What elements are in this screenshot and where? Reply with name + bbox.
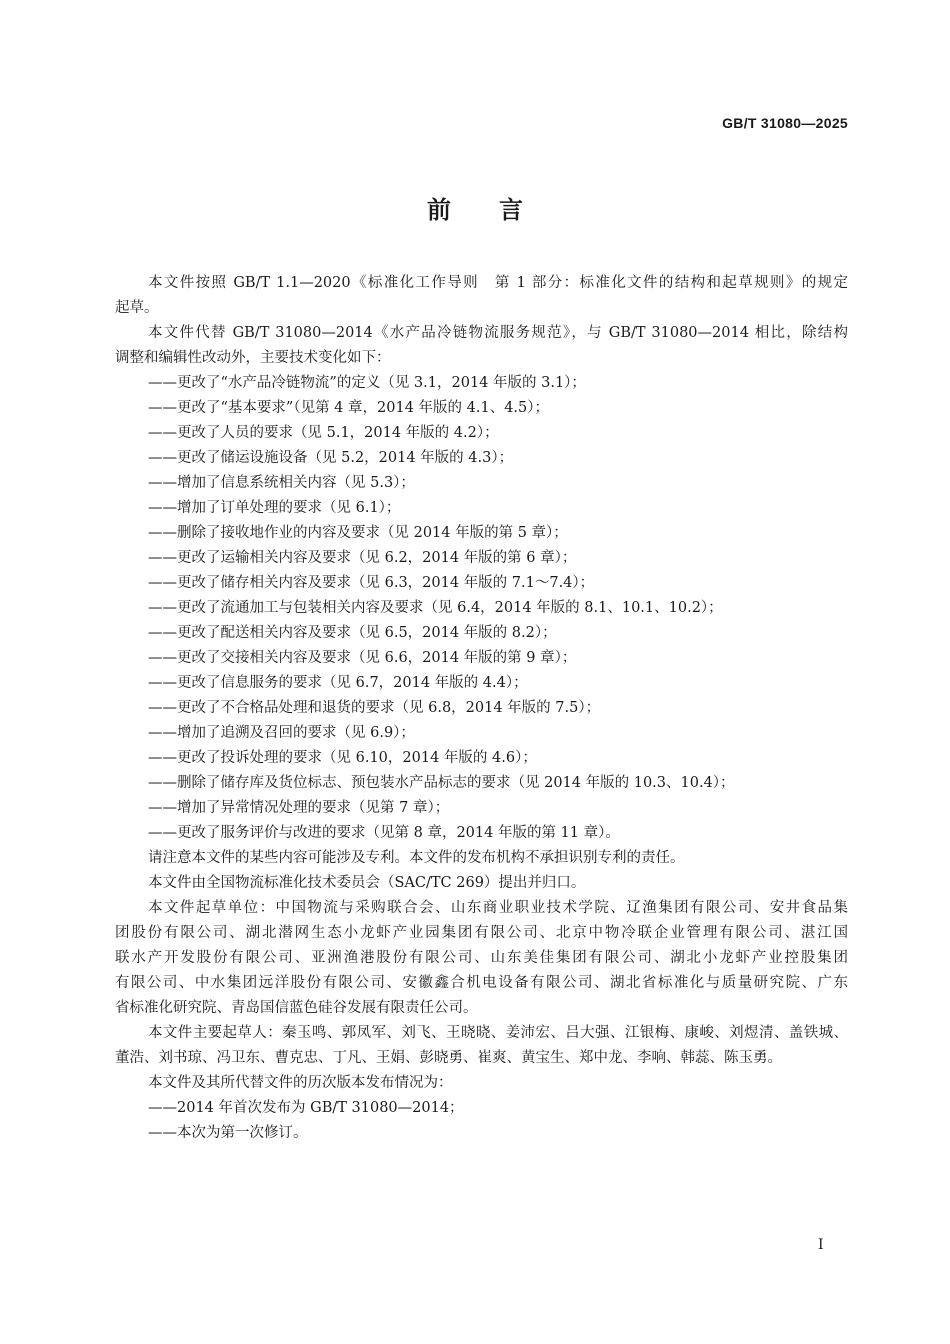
paragraph-line: 本文件代替 GB/T 31080—2014《水产品冷链物流服务规范》，与 GB/T 31080—2014 相比，除结构 [148, 325, 848, 341]
change-item: ——删除了接收地作业的内容及要求（见 2014 年版的第 5 章）； [148, 525, 568, 541]
change-item: ——增加了异常情况处理的要求（见第 7 章）； [148, 800, 450, 816]
change-item: ——更改了储存相关内容及要求（见 6.3，2014 年版的 7.1～7.4）； [148, 575, 595, 591]
drafters-line: 董浩、刘书琼、冯卫东、曹克忠、丁凡、王娟、彭晓勇、崔爽、黄宝生、郑中龙、李响、韩蕊、陈玉勇。 [115, 1050, 782, 1066]
change-item: ——更改了不合格品处理和退货的要求（见 6.8，2014 年版的 7.5）； [148, 700, 601, 716]
history-item: ——2014 年首次发布为 GB/T 31080—2014； [148, 1100, 464, 1116]
history-item: ——本次为第一次修订。 [148, 1125, 308, 1141]
patent-notice: 请注意本文件的某些内容可能涉及专利。本文件的发布机构不承担识别专利的责任。 [148, 850, 685, 866]
standard-code: GB/T 31080—2025 [722, 115, 848, 131]
change-item: ——更改了投诉处理的要求（见 6.10，2014 年版的 4.6）； [148, 750, 537, 766]
paragraph-line: 调整和编辑性改动外，主要技术变化如下： [115, 350, 391, 366]
page-title: 前 言 [427, 196, 523, 224]
change-item: ——增加了追溯及召回的要求（见 6.9）； [148, 725, 415, 741]
paragraph-line: 起草。 [115, 300, 159, 316]
foreword-body [115, 271, 848, 1146]
change-item: ——更改了信息服务的要求（见 6.7，2014 年版的 4.4）； [148, 675, 528, 691]
change-item: ——更改了流通加工与包装相关内容及要求（见 6.4，2014 年版的 8.1、10.1、10.2）； [148, 600, 723, 616]
history-intro: 本文件及其所代替文件的历次版本发布情况为： [148, 1075, 453, 1091]
change-item: ——更改了运输相关内容及要求（见 6.2，2014 年版的第 6 章）； [148, 550, 577, 566]
committee-statement: 本文件由全国物流标准化技术委员会（SAC/TC 269）提出并归口。 [148, 875, 586, 891]
paragraph-line: 本文件按照 GB/T 1.1—2020《标准化工作导则 第 1 部分：标准化文件的结构和起草规则》的规定 [148, 275, 848, 291]
page-number: I [818, 1237, 824, 1253]
change-item: ——更改了服务评价与改进的要求（见第 8 章，2014 年版的第 11 章）。 [148, 825, 620, 841]
drafting-units-line: 省标准化研究院、青岛国信蓝色硅谷发展有限责任公司。 [115, 1000, 478, 1016]
change-item: ——更改了交接相关内容及要求（见 6.6，2014 年版的第 9 章）； [148, 650, 577, 666]
drafting-units-line: 团股份有限公司、湖北潜网生态小龙虾产业园集团有限公司、北京中物冷联企业管理有限公司、湛江国 [115, 925, 848, 941]
change-item: ——删除了储存库及货位标志、预包装水产品标志的要求（见 2014 年版的 10.3、10.4）； [148, 775, 735, 791]
change-item: ——更改了储运设施设备（见 5.2，2014 年版的 4.3）； [148, 450, 514, 466]
change-item: ——增加了订单处理的要求（见 6.1）； [148, 500, 401, 516]
change-item: ——增加了信息系统相关内容（见 5.3）； [148, 475, 415, 491]
change-item: ——更改了“基本要求”（见第 4 章，2014 年版的 4.1、4.5）； [148, 400, 550, 416]
drafting-units-line: 有限公司、中水集团远洋股份有限公司、安徽鑫合机电设备有限公司、湖北省标准化与质量研究院、广东 [115, 975, 848, 991]
drafting-units-line: 联水产开发股份有限公司、亚洲渔港股份有限公司、山东美佳集团有限公司、湖北小龙虾产业控股集团 [115, 950, 848, 966]
drafters-line: 本文件主要起草人：秦玉鸣、郭凤军、刘飞、王晓晓、姜沛宏、吕大强、江银梅、康峻、刘煜清、盖铁城、 [148, 1025, 848, 1041]
change-item: ——更改了配送相关内容及要求（见 6.5，2014 年版的 8.2）； [148, 625, 557, 641]
change-item: ——更改了人员的要求（见 5.1，2014 年版的 4.2）； [148, 425, 499, 441]
change-item: ——更改了“水产品冷链物流”的定义（见 3.1，2014 年版的 3.1）； [148, 375, 586, 391]
drafting-units-line: 本文件起草单位：中国物流与采购联合会、山东商业职业技术学院、辽渔集团有限公司、安井食品集 [148, 900, 848, 916]
